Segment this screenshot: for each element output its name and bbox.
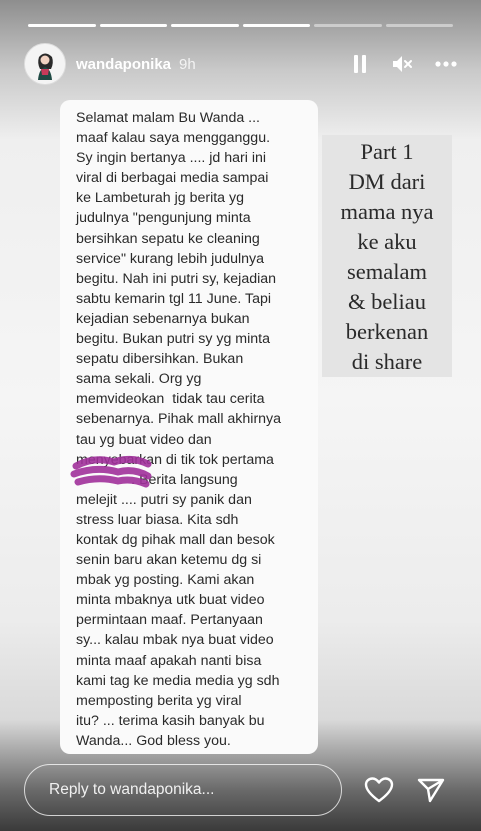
more-icon bbox=[435, 61, 457, 67]
redaction-scribble-icon bbox=[70, 454, 154, 490]
send-icon bbox=[416, 776, 446, 804]
story-footer bbox=[24, 762, 457, 818]
progress-segment bbox=[171, 24, 239, 27]
progress-segment bbox=[386, 24, 454, 27]
mute-button[interactable] bbox=[391, 54, 413, 74]
pause-icon bbox=[351, 54, 369, 74]
dm-message-text: Selamat malam Bu Wanda ... maaf kalau saya mengganggu. Sy ingin bertanya .... jd hari ini viral di berbagai media sampai ke Lambeturah jg berita yg judulnya "pengunjung minta bersihkan sepatu ke cleaning service" kurang lebih judulnya begitu. Nah ini putri sy, kejadian sabtu kemarin tgl 11 June. Tapi kejadian sebenarnya bukan begitu. Bukan putri sy yg minta sepatu dibersihkan. Bukan sama sekali. Org yg memvideokan tidak tau cerita sebenarnya. Pihak mall akhirnya tau yg buat video dan menyebarkan di tik tok pertama . Berita langsung melejit .... putri sy panik dan stress luar biasa. Kita sdh kontak dg pihak mall dan besok senin baru akan ketemu dg si mbak yg posting. Kami akan minta mbaknya utk buat video permintaan maaf. Pertanyaan sy... kalau mbak nya buat video minta maaf apakah nanti bisa kami tag ke media media yg sdh memposting berita yg viral itu? ... terima kasih banyak bu Wanda... God bless you. bbox=[76, 110, 282, 749]
mute-icon bbox=[391, 54, 413, 74]
caption-note-text: Part 1 DM dari mama nya ke aku semalam & beliau berkenan di share bbox=[340, 139, 434, 374]
pause-button[interactable] bbox=[351, 54, 369, 74]
avatar[interactable] bbox=[24, 43, 66, 85]
story-header bbox=[24, 42, 457, 86]
progress-segment bbox=[100, 24, 168, 27]
story-username[interactable]: wandaponika bbox=[76, 55, 172, 73]
heart-icon bbox=[364, 776, 394, 804]
story-actions bbox=[351, 54, 457, 74]
progress-segment bbox=[314, 24, 382, 27]
like-button[interactable] bbox=[364, 776, 394, 804]
more-options-button[interactable] bbox=[435, 61, 457, 67]
avatar-illustration-icon bbox=[25, 44, 65, 84]
story-timestamp: 9h bbox=[179, 55, 196, 73]
story-progress-bar bbox=[28, 24, 453, 27]
reply-input[interactable] bbox=[24, 764, 342, 816]
progress-segment bbox=[28, 24, 96, 27]
send-button[interactable] bbox=[416, 776, 446, 804]
progress-segment bbox=[243, 24, 311, 27]
